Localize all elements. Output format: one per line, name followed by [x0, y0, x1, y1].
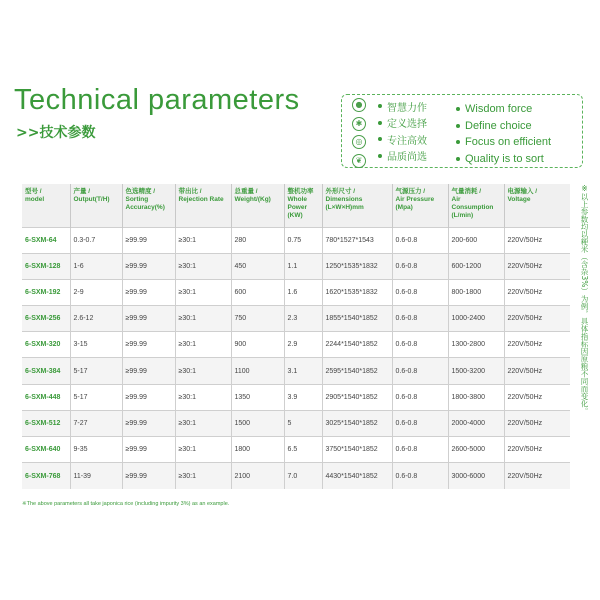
feature-en-item: Wisdom force	[456, 101, 551, 118]
table-cell: 1350	[231, 384, 284, 410]
brain-icon: ●	[352, 98, 366, 112]
table-cell: 900	[231, 332, 284, 358]
table-cell: ≥30:1	[175, 306, 231, 332]
column-header: 电源输入 / Voltage	[504, 184, 570, 227]
table-body	[22, 227, 570, 489]
column-header: 带出比 / Rejection Rate	[175, 184, 231, 227]
table-cell: 2-9	[70, 279, 122, 305]
gear-icon: ✱	[352, 117, 366, 131]
table-row	[22, 332, 570, 358]
table-cell: 0.6-0.8	[392, 463, 448, 489]
table-cell: ≥99.99	[122, 410, 175, 436]
side-note: ※以上参数均以粳米（含杂3%）为例，具体指标因原粮不同而变化。	[580, 184, 589, 415]
table-cell: 1.1	[284, 253, 322, 279]
table-cell: 220V/50Hz	[504, 306, 570, 332]
feature-icons	[352, 98, 372, 172]
table-cell: 2100	[231, 463, 284, 489]
table-cell: 220V/50Hz	[504, 253, 570, 279]
table-cell: 0.6-0.8	[392, 306, 448, 332]
table-cell: ≥99.99	[122, 463, 175, 489]
page-title: Technical parameters	[14, 84, 300, 116]
table-cell: 220V/50Hz	[504, 279, 570, 305]
model-cell: 6-SXM-384	[22, 358, 70, 384]
table-cell: 0.6-0.8	[392, 358, 448, 384]
table-row	[22, 306, 570, 332]
table-cell: 220V/50Hz	[504, 384, 570, 410]
table-row	[22, 227, 570, 253]
feature-list-en	[456, 101, 551, 167]
table-cell: ≥30:1	[175, 227, 231, 253]
table-cell: 5-17	[70, 358, 122, 384]
model-cell: 6-SXM-128	[22, 253, 70, 279]
column-header: 外形尺寸 / Dimensions (L×W×H)mm	[322, 184, 392, 227]
table-cell: 220V/50Hz	[504, 410, 570, 436]
table-cell: 2600-5000	[448, 437, 504, 463]
model-cell: 6-SXM-256	[22, 306, 70, 332]
table-cell: 220V/50Hz	[504, 332, 570, 358]
feature-cn-item: 专注高效	[378, 131, 427, 148]
table-cell: 1620*1535*1832	[322, 279, 392, 305]
model-cell: 6-SXM-64	[22, 227, 70, 253]
parameters-table-wrap	[22, 184, 570, 489]
table-cell: 2.6-12	[70, 306, 122, 332]
column-header: 产量 / Output(T/H)	[70, 184, 122, 227]
table-row	[22, 437, 570, 463]
table-cell: 2000-4000	[448, 410, 504, 436]
table-cell: 1300-2800	[448, 332, 504, 358]
table-cell: 1800	[231, 437, 284, 463]
foot-note: ※The above parameters all take japonica rice (including impurity 3%) as an example.	[22, 501, 230, 507]
table-cell: 3-15	[70, 332, 122, 358]
table-cell: 280	[231, 227, 284, 253]
table-cell: 0.6-0.8	[392, 279, 448, 305]
table-cell: 4430*1540*1852	[322, 463, 392, 489]
table-cell: 0.6-0.8	[392, 227, 448, 253]
table-cell: ≥99.99	[122, 384, 175, 410]
model-cell: 6-SXM-768	[22, 463, 70, 489]
table-cell: 220V/50Hz	[504, 463, 570, 489]
table-cell: ≥99.99	[122, 227, 175, 253]
feature-cn-item: 定义选择	[378, 115, 427, 132]
feature-en-item: Define choice	[456, 118, 551, 135]
table-cell: ≥99.99	[122, 279, 175, 305]
column-header: 气源压力 / Air Pressure (Mpa)	[392, 184, 448, 227]
feature-en-item: Focus on efficient	[456, 134, 551, 151]
table-cell: ≥30:1	[175, 279, 231, 305]
target-icon: ◎	[352, 135, 366, 149]
table-cell: 750	[231, 306, 284, 332]
feature-list-cn	[378, 98, 427, 164]
table-cell: 3750*1540*1852	[322, 437, 392, 463]
table-cell: 220V/50Hz	[504, 358, 570, 384]
table-row	[22, 384, 570, 410]
leaf-icon: ❦	[352, 154, 366, 168]
table-cell: 450	[231, 253, 284, 279]
table-cell: 1.6	[284, 279, 322, 305]
table-row	[22, 253, 570, 279]
feature-cn-item: 品质尚选	[378, 148, 427, 165]
table-cell: 1855*1540*1852	[322, 306, 392, 332]
page-subtitle: >>技术参数	[16, 125, 96, 141]
model-cell: 6-SXM-512	[22, 410, 70, 436]
table-cell: 600-1200	[448, 253, 504, 279]
table-cell: 2905*1540*1852	[322, 384, 392, 410]
table-cell: 0.6-0.8	[392, 437, 448, 463]
model-cell: 6-SXM-448	[22, 384, 70, 410]
table-cell: 0.6-0.8	[392, 384, 448, 410]
table-cell: 0.75	[284, 227, 322, 253]
table-cell: ≥99.99	[122, 358, 175, 384]
table-cell: 5-17	[70, 384, 122, 410]
table-cell: 1250*1535*1832	[322, 253, 392, 279]
table-cell: 600	[231, 279, 284, 305]
table-header-row	[22, 184, 570, 227]
model-cell: 6-SXM-320	[22, 332, 70, 358]
table-cell: 6.5	[284, 437, 322, 463]
table-cell: 2244*1540*1852	[322, 332, 392, 358]
table-cell: ≥30:1	[175, 463, 231, 489]
table-cell: 5	[284, 410, 322, 436]
table-cell: 11-39	[70, 463, 122, 489]
table-cell: ≥99.99	[122, 332, 175, 358]
table-row	[22, 358, 570, 384]
table-cell: 780*1527*1543	[322, 227, 392, 253]
table-cell: ≥30:1	[175, 332, 231, 358]
column-header: 整机功率 Whole Power (KW)	[284, 184, 322, 227]
table-cell: 0.6-0.8	[392, 332, 448, 358]
table-cell: ≥30:1	[175, 253, 231, 279]
table-cell: 800-1800	[448, 279, 504, 305]
table-cell: ≥99.99	[122, 253, 175, 279]
table-cell: 2.9	[284, 332, 322, 358]
table-cell: 7-27	[70, 410, 122, 436]
table-cell: 200-600	[448, 227, 504, 253]
column-header: 总重量 / Weight/(Kg)	[231, 184, 284, 227]
table-cell: 0.3-0.7	[70, 227, 122, 253]
column-header: 型号 / model	[22, 184, 70, 227]
table-cell: 1000-2400	[448, 306, 504, 332]
table-cell: 7.0	[284, 463, 322, 489]
table-cell: 2595*1540*1852	[322, 358, 392, 384]
model-cell: 6-SXM-640	[22, 437, 70, 463]
table-cell: ≥99.99	[122, 306, 175, 332]
model-cell: 6-SXM-192	[22, 279, 70, 305]
table-cell: 3025*1540*1852	[322, 410, 392, 436]
table-cell: ≥99.99	[122, 437, 175, 463]
table-cell: ≥30:1	[175, 358, 231, 384]
column-header: 色选精度 / Sorting Accuracy(%)	[122, 184, 175, 227]
table-cell: 2.3	[284, 306, 322, 332]
table-cell: 0.6-0.8	[392, 410, 448, 436]
table-cell: 1500	[231, 410, 284, 436]
table-row	[22, 279, 570, 305]
table-cell: 3.1	[284, 358, 322, 384]
table-cell: 1800-3800	[448, 384, 504, 410]
table-cell: 3000-6000	[448, 463, 504, 489]
table-cell: 1-6	[70, 253, 122, 279]
table-row	[22, 463, 570, 489]
table-cell: 9-35	[70, 437, 122, 463]
table-cell: ≥30:1	[175, 384, 231, 410]
feature-en-item: Quality is to sort	[456, 151, 551, 168]
table-cell: 1500-3200	[448, 358, 504, 384]
feature-cn-item: 智慧力作	[378, 98, 427, 115]
table-cell: ≥30:1	[175, 437, 231, 463]
table-row	[22, 410, 570, 436]
table-cell: 0.6-0.8	[392, 253, 448, 279]
table-cell: 3.9	[284, 384, 322, 410]
parameters-table	[22, 184, 570, 489]
table-cell: 220V/50Hz	[504, 227, 570, 253]
table-cell: 1100	[231, 358, 284, 384]
table-cell: 220V/50Hz	[504, 437, 570, 463]
column-header: 气量消耗 / Air Consumption (L/min)	[448, 184, 504, 227]
table-cell: ≥30:1	[175, 410, 231, 436]
